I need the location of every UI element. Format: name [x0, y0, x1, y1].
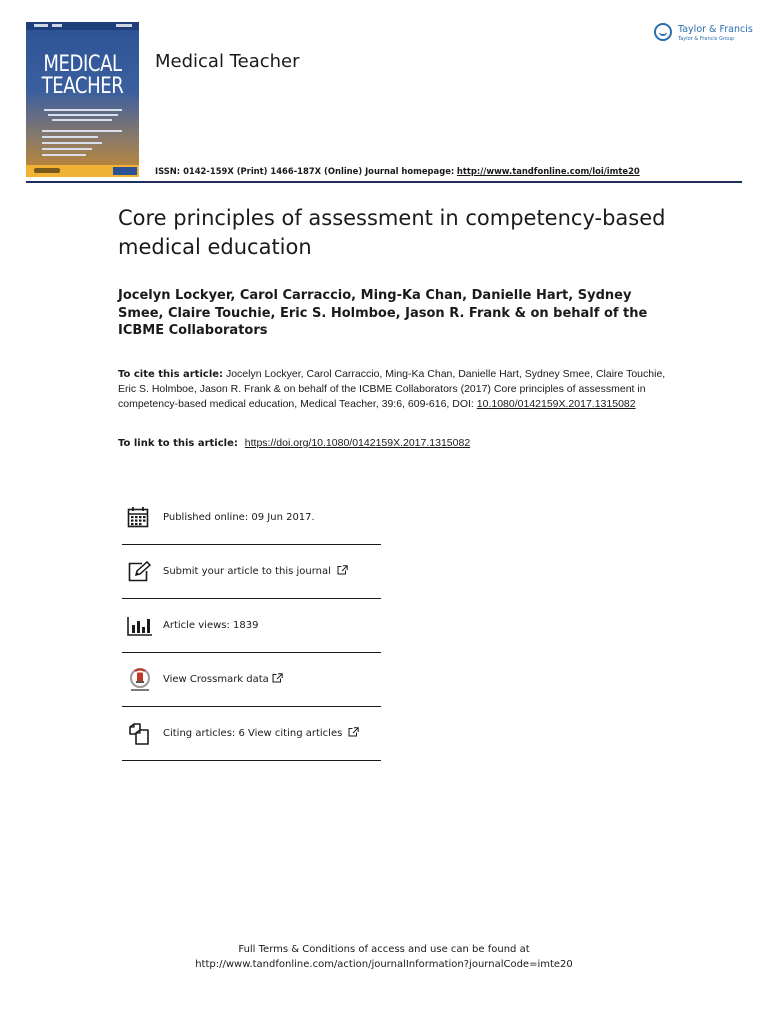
taylor-francis-icon — [654, 23, 672, 41]
citation-text: Jocelyn Lockyer, Carol Carraccio, Ming-Ka Chan, Danielle Hart, Sydney Smee, Claire Touchie, Eric S. Holmboe, Jason R. Frank & on behalf of the ICBME Collaborators (2017) Core principles of assessment in competency-based medical education, Medical Teacher, 39:6, 609-616, DOI: — [118, 368, 666, 410]
header-divider — [26, 181, 742, 183]
crossmark-text — [163, 673, 283, 686]
publisher-logo[interactable] — [654, 22, 754, 46]
issn-line — [155, 166, 640, 176]
cover-decor-line — [42, 136, 98, 138]
citing-articles-row[interactable] — [122, 707, 381, 761]
publisher-sub: Taylor & Francis Group — [678, 36, 735, 42]
article-title: Core principles of assessment in competency-based medical education — [118, 206, 666, 259]
crossmark-row[interactable] — [122, 653, 381, 707]
citation-block — [118, 367, 678, 412]
article-link-block — [118, 436, 678, 451]
article-authors: Jocelyn Lockyer, Carol Carraccio, Ming-Ka Chan, Danielle Hart, Sydney Smee, Claire Touchie, Eric S. Holmboe, Jason R. Frank & on behalf of the ICBME Collaborators — [118, 288, 648, 338]
article-info-list — [122, 490, 381, 761]
cover-brand-mark — [113, 167, 137, 175]
cover-bottom-band — [26, 165, 139, 177]
external-link-icon — [337, 565, 348, 578]
publisher-name: Taylor & Francis — [678, 24, 753, 35]
submit-article-label: Submit your article to this journal — [163, 566, 331, 577]
crossmark-label: View Crossmark data — [163, 674, 269, 685]
cover-title-medical: MEDICAL — [43, 52, 122, 77]
journal-homepage-link[interactable]: http://www.tandfonline.com/loi/imte20 — [456, 166, 640, 176]
journal-name: Medical Teacher — [155, 51, 300, 72]
published-online-row — [122, 490, 381, 545]
citing-articles-text — [163, 727, 359, 740]
calendar-icon — [122, 502, 163, 532]
cover-publisher-logo — [34, 168, 60, 173]
crossmark-icon — [122, 665, 163, 695]
citation-label: To cite this article: — [118, 369, 224, 380]
cover-decor-line — [48, 114, 118, 116]
external-link-icon — [272, 673, 283, 686]
submit-article-row[interactable] — [122, 545, 381, 599]
citing-articles-label: Citing articles: 6 View citing articles — [163, 728, 343, 739]
issn-label: ISSN: 0142-159X (Print) 1466-187X (Online) Journal homepage: — [155, 166, 455, 176]
journal-cover-image — [26, 22, 139, 177]
cover-decor-line — [42, 142, 102, 144]
article-views-row — [122, 599, 381, 653]
cover-decor-line — [42, 154, 86, 156]
citation-doi-link[interactable]: 10.1080/0142159X.2017.1315082 — [476, 398, 636, 410]
cover-decor-line — [52, 119, 112, 121]
cover-title-teacher: TEACHER — [41, 74, 124, 99]
footer-terms — [0, 942, 768, 972]
footer-terms-link[interactable]: http://www.tandfonline.com/action/journalInformation?journalCode=imte20 — [195, 959, 573, 970]
external-link-icon — [348, 727, 359, 740]
cover-decor-line — [44, 109, 122, 111]
published-online-text: Published online: 09 Jun 2017. — [163, 511, 315, 523]
article-views-text: Article views: 1839 — [163, 620, 259, 631]
edit-document-icon — [122, 557, 163, 587]
citing-articles-icon — [122, 719, 163, 749]
bar-chart-icon — [122, 611, 163, 641]
footer-terms-line1: Full Terms & Conditions of access and use can be found at — [238, 944, 530, 955]
submit-article-text — [163, 565, 348, 578]
article-doi-link[interactable]: https://doi.org/10.1080/0142159X.2017.1315082 — [244, 437, 471, 449]
cover-top-bar — [26, 22, 139, 30]
cover-decor-line — [42, 148, 92, 150]
article-link-label: To link to this article: — [118, 438, 238, 449]
cover-decor-line — [42, 130, 122, 132]
